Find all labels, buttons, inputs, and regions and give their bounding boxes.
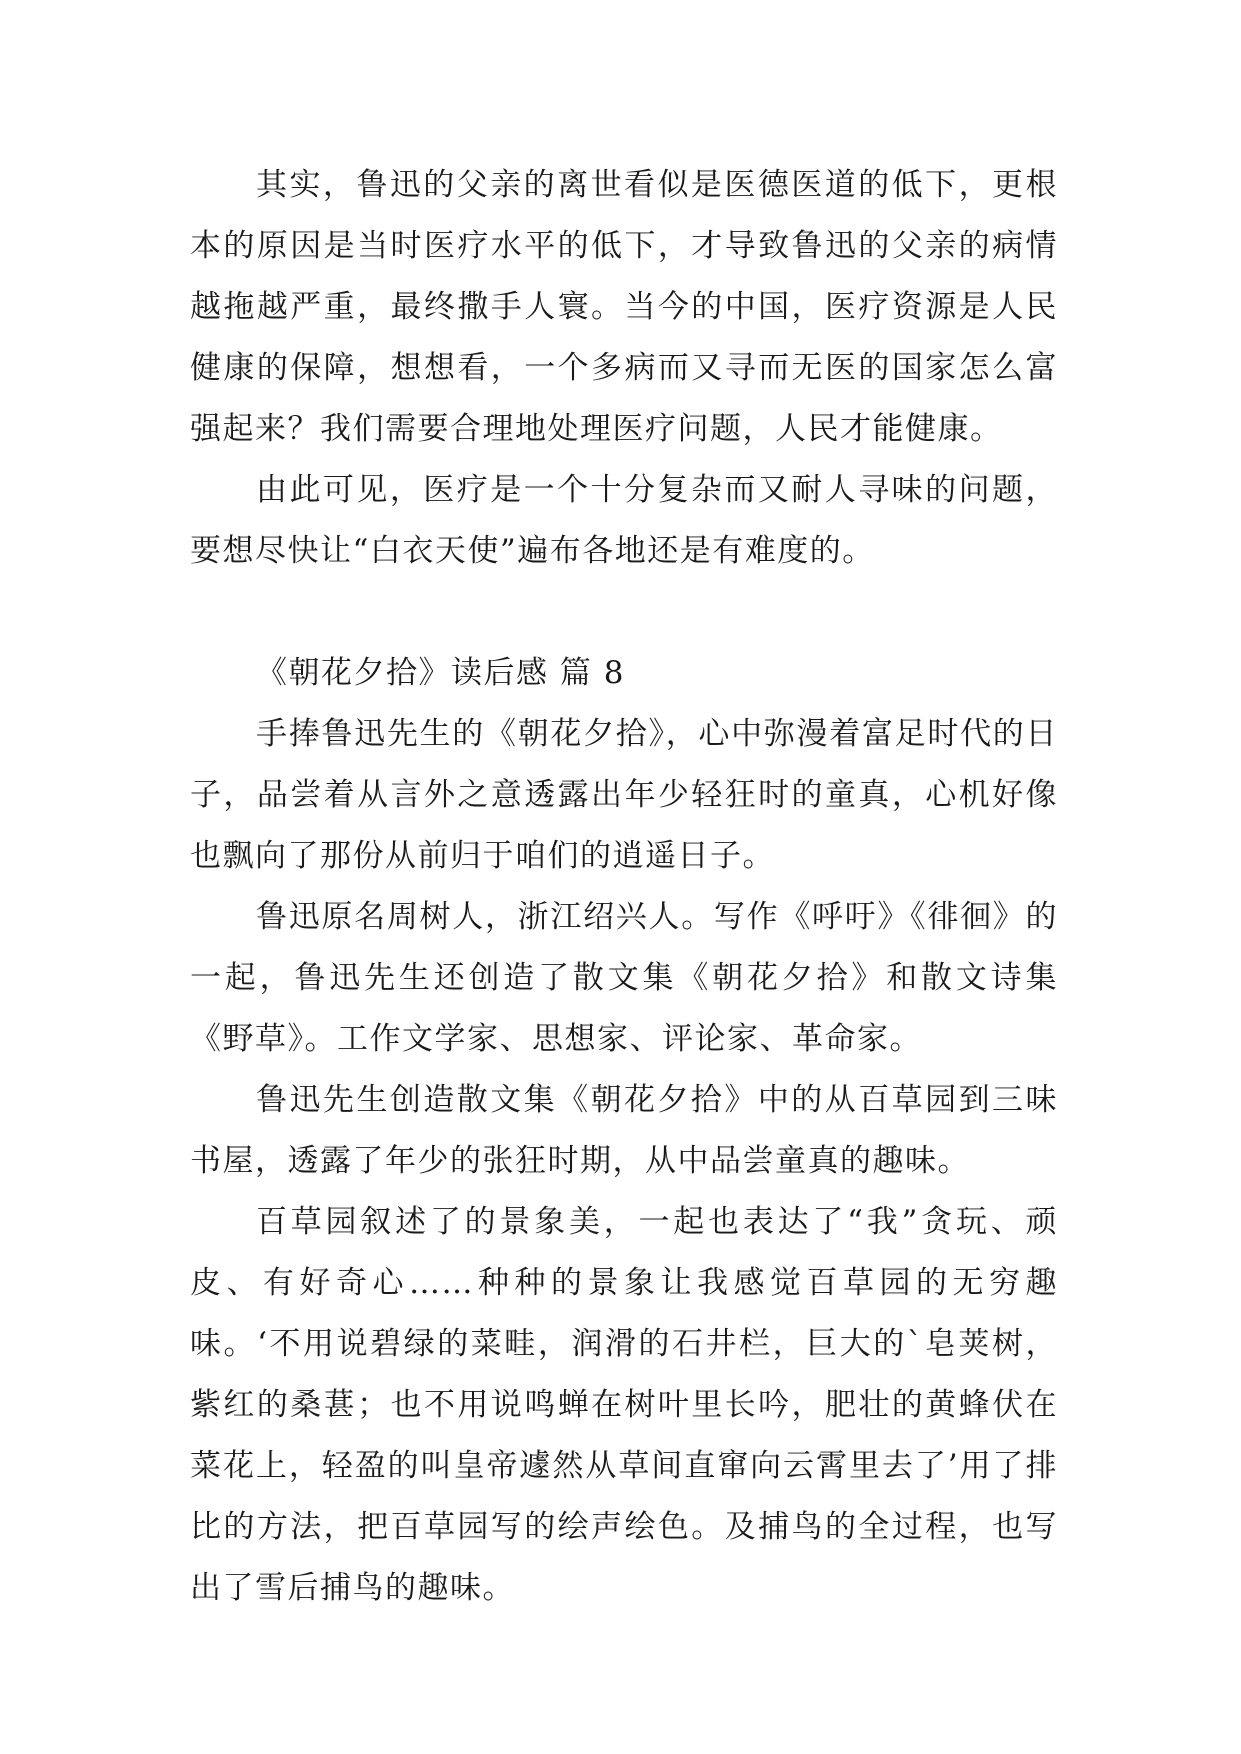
paragraph-intro: 手捧鲁迅先生的《朝花夕拾》，心中弥漫着富足时代的日子，品尝着从言外之意透露出年少轻狂时的童真，心机好像也飘向了那份从前归于咱们的逍遥日子。 (190, 716, 1058, 874)
section-gap (190, 582, 1058, 643)
paragraph-author: 鲁迅原名周树人，浙江绍兴人。写作《呼吁》《徘徊》的一起，鲁迅先生还创造了散文集《朝花夕拾》和散文诗集《野草》。工作文学家、思想家、评论家、革命家。 (190, 899, 1058, 1057)
document-body (190, 155, 1058, 1619)
section-heading: 《朝花夕拾》读后感 篇 8 (256, 655, 625, 691)
paragraph-garden: 百草园叙述了的景象美，一起也表达了“我”贪玩、顽皮、有好奇心……种种的景象让我感觉百草园的无穷趣味。‘不用说碧绿的菜畦，润滑的石井栏，巨大的`皂荚树，紫红的桑葚；也不用说鸣蝉在树叶里长吟，肥壮的黄蜂伏在菜花上，轻盈的叫皇帝遽然从草间直窜向云霄里去了’用了排比的方法，把百草园写的绘声绘色。及捕鸟的全过程，也写出了雪后捕鸟的趣味。 (190, 1204, 1058, 1606)
paragraph-medical-reason: 其实，鲁迅的父亲的离世看似是医德医道的低下，更根本的原因是当时医疗水平的低下，才导致鲁迅的父亲的病情越拖越严重，最终撒手人寰。当今的中国，医疗资源是人民健康的保障，想想看，一个多病而又寻而无医的国家怎么富强起来？我们需要合理地处理医疗问题，人民才能健康。 (190, 167, 1058, 447)
paragraph-medical-conclusion: 由此可见，医疗是一个十分复杂而又耐人寻味的问题，要想尽快让“白衣天使”遍布各地还是有难度的。 (190, 472, 1058, 569)
paragraph-essay: 鲁迅先生创造散文集《朝花夕拾》中的从百草园到三味书屋，透露了年少的张狂时期，从中品尝童真的趣味。 (190, 1082, 1058, 1179)
